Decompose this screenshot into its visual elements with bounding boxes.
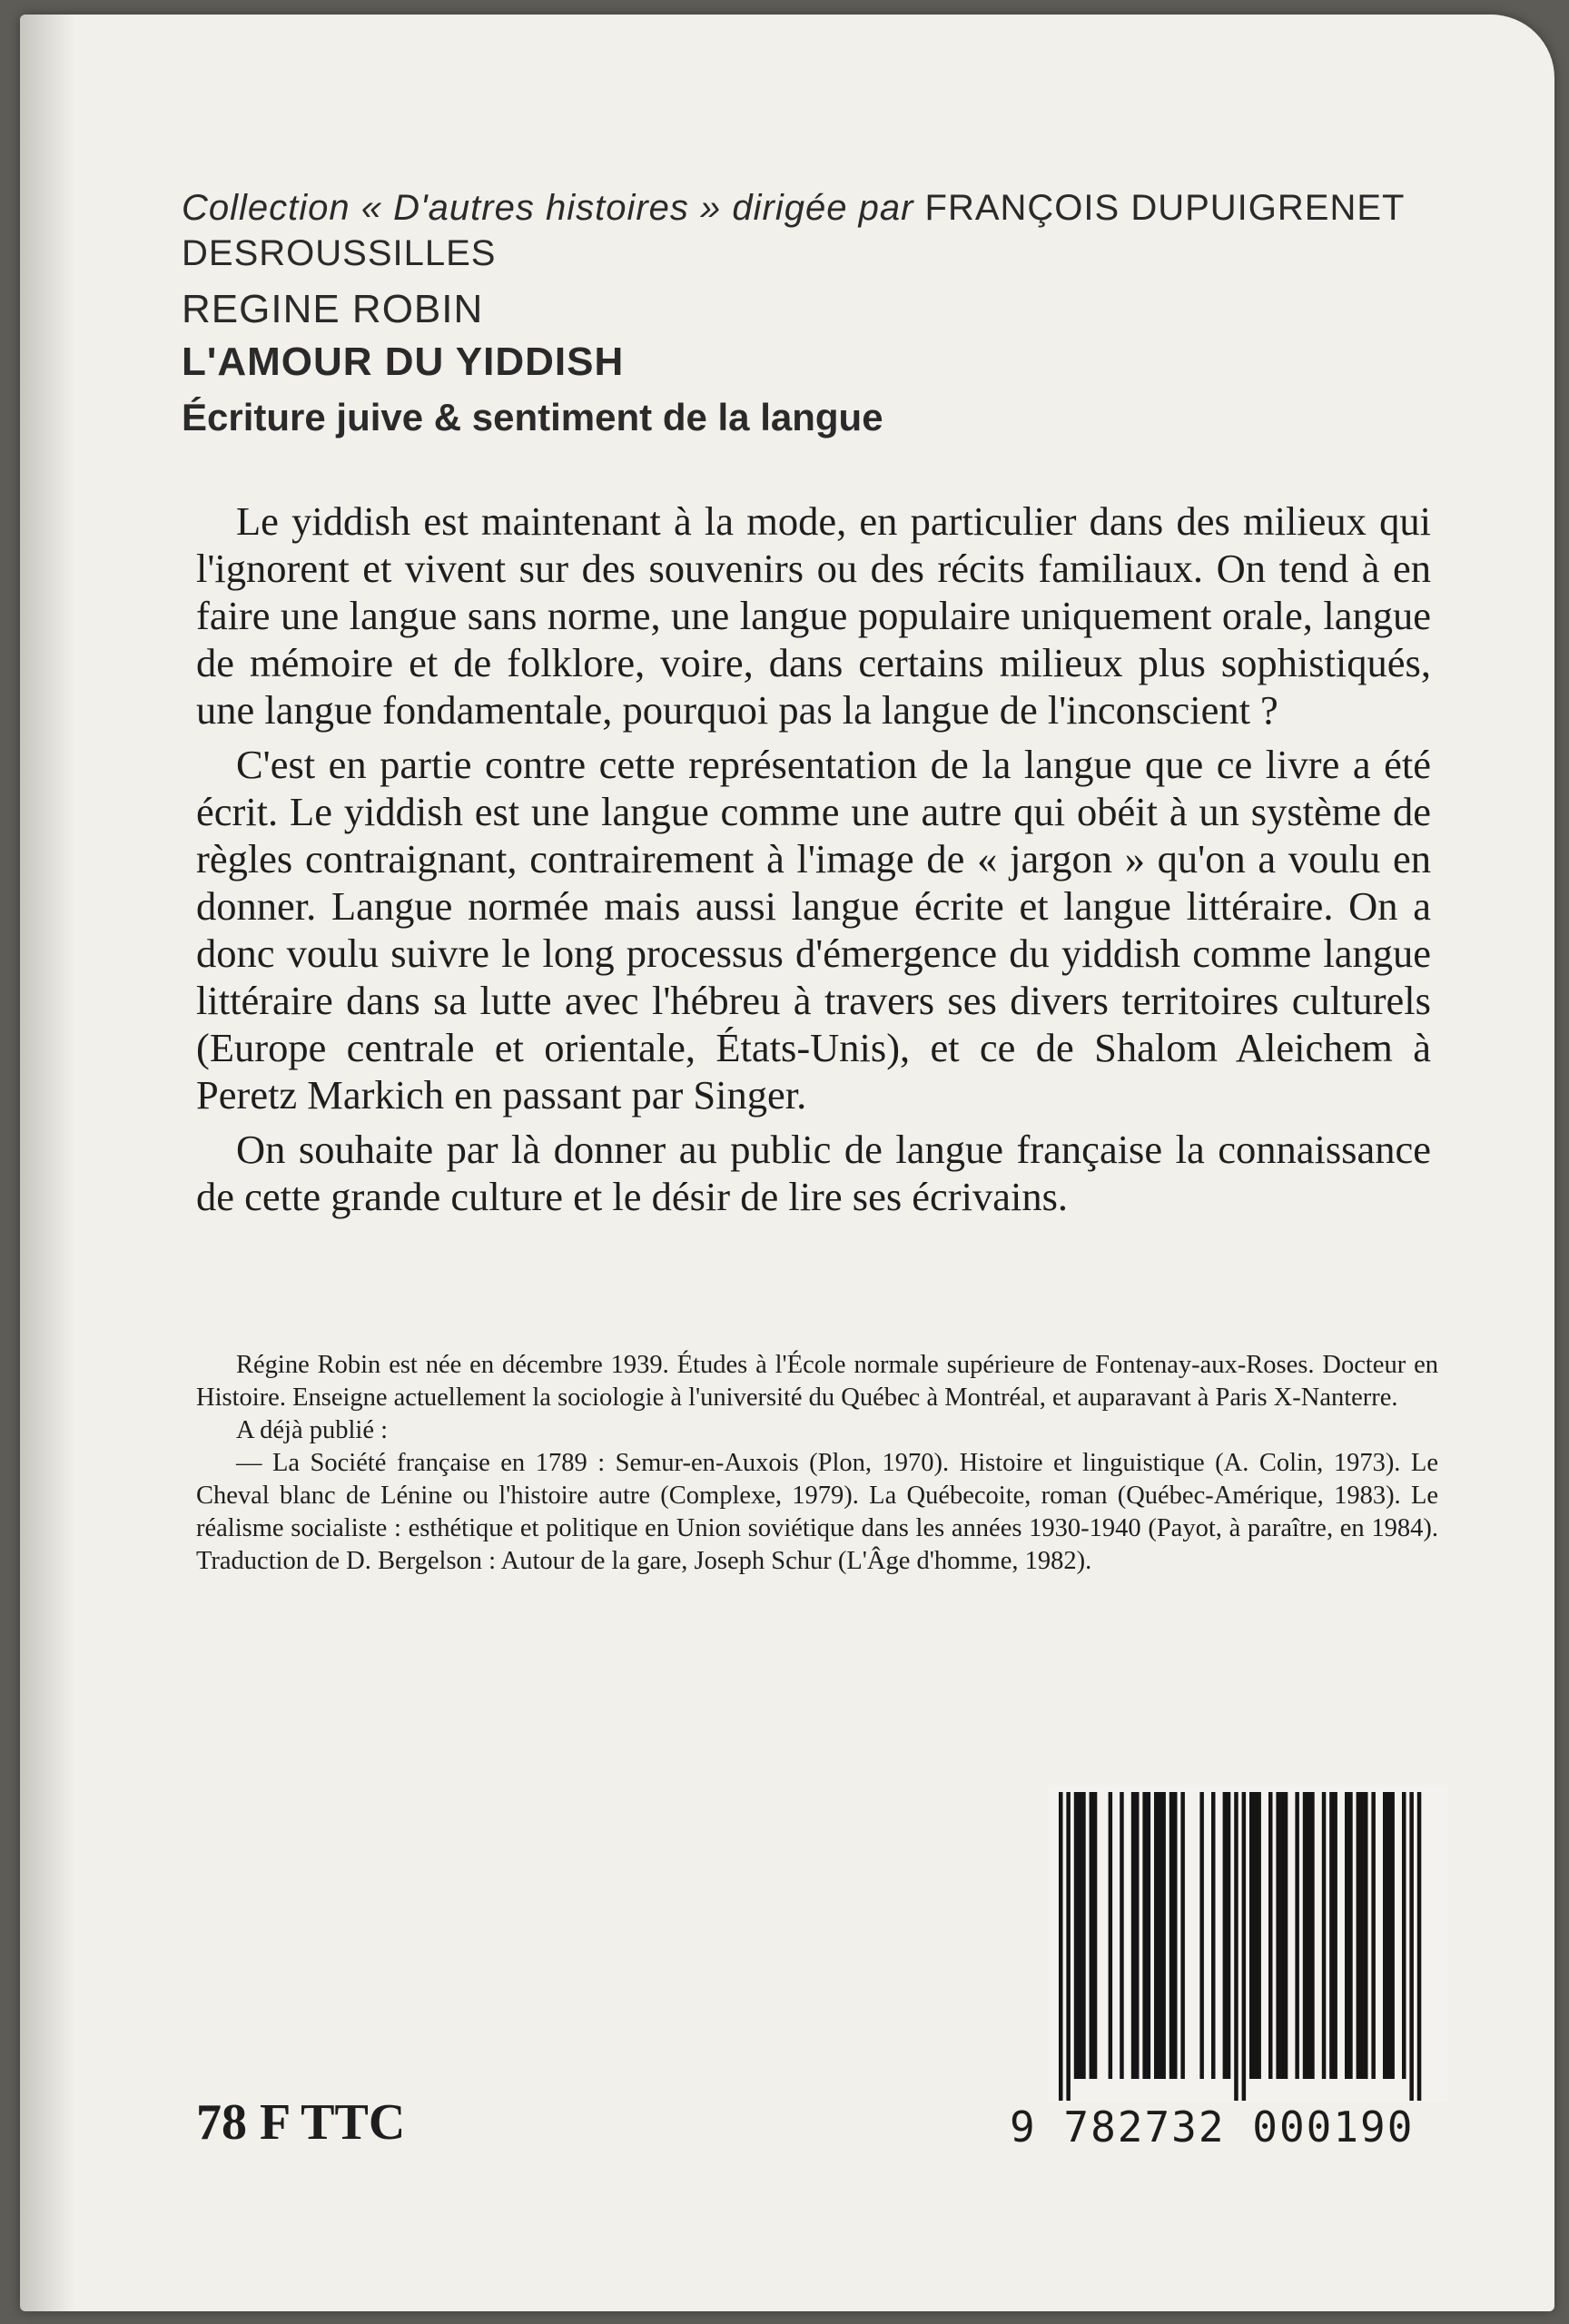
blurb-paragraph: C'est en partie contre cette représentation de la langue que ce livre a été écrit. Le yiddish est une langue comme une autre qui obéit à un système de règles contraignant, contrairement à l'image de « jargon » qu'on a voulu en donner. Langue normée mais aussi langue écrite et langue littéraire. On a donc voulu suivre le long processus d'émergence du yiddish comme langue littéraire dans sa lutte avec l'hébreu à travers ses divers territoires culturels (Europe centrale et orientale, États-Unis), et ce de Shalom Aleichem à Peretz Markich en passant par Singer. (196, 742, 1431, 1118)
barcode-bar (1307, 1792, 1311, 2079)
barcode-bars (1048, 1785, 1447, 2102)
barcode-bar (1249, 1792, 1254, 2079)
barcode-bar (1348, 1792, 1353, 2079)
barcode-bar (1093, 1792, 1098, 2079)
barcode-bar (1284, 1792, 1288, 2079)
barcode-bar (1120, 1792, 1124, 2079)
barcode-bar (1066, 1792, 1071, 2101)
published-list: — La Société française en 1789 : Semur-en-Auxois (Plon, 1970). Histoire et linguistique (A. Colin, 1973). Le Cheval blanc de Lénine ou l'histoire autre (Complexe, 1979). La Québecoite, roman (Québec-Amérique, 1983). Le réalisme socialiste : esthétique et politique en Union soviétique dans les années 1930-1940 (Payot, à paraître, en 1984). Traduction de D. Bergelson : Autour de la gare, Joseph Schur (L'Âge d'homme, 1982). (196, 1449, 1438, 1575)
barcode-bar (1329, 1792, 1334, 2079)
barcode-bar (1303, 1792, 1308, 2079)
barcode-bar (1268, 1792, 1273, 2079)
collection-name: « D'autres histoires » (360, 188, 722, 228)
barcode-bar (1417, 1792, 1422, 2101)
barcode-bar (1109, 1792, 1113, 2079)
barcode-bar (1180, 1792, 1185, 2079)
barcode-bar (1059, 1792, 1063, 2101)
barcode-bar (1386, 1792, 1391, 2079)
barcode-bar (1409, 1792, 1414, 2101)
barcode-bar (1142, 1792, 1147, 2079)
barcode-bar (1280, 1792, 1285, 2079)
barcode-bar (1234, 1792, 1238, 2101)
barcode-bar (1078, 1792, 1082, 2079)
barcode-bar (1322, 1792, 1327, 2079)
barcode-bar (1131, 1792, 1136, 2079)
collection-director: FRANÇOIS DUPUIGRENET DESROUSSILLES (182, 188, 1405, 273)
barcode-bar (1227, 1792, 1231, 2079)
barcode-bar (1135, 1792, 1140, 2079)
barcode-bar (1147, 1792, 1151, 2079)
collection-line (182, 185, 1416, 276)
barcode-bar (1310, 1792, 1315, 2079)
barcode-bar (1090, 1792, 1094, 2079)
bio-text: Régine Robin est née en décembre 1939. Études à l'École normale supérieure de Fontenay-aux-Roses. Docteur en Histoire. Enseigne actuellement la sociologie à l'université du Québec à Montréal, et auparavant à Paris X-Nanterre. (196, 1351, 1438, 1412)
barcode-bar (1345, 1792, 1349, 2079)
barcode-bar (1257, 1792, 1261, 2079)
book-back-cover (20, 15, 1554, 2311)
blurb-text (196, 497, 1431, 1227)
barcode-bar (1295, 1792, 1299, 2079)
published-heading: A déjà publié : (236, 1416, 389, 1444)
barcode-bar (1074, 1792, 1079, 2079)
barcode-bar (1333, 1792, 1337, 2079)
collection-prefix: Collection (182, 188, 350, 228)
barcode-bar (1173, 1792, 1178, 2079)
price-label: 78 F TTC (196, 2094, 406, 2151)
spine-shadow (20, 15, 74, 2311)
barcode-bar (1371, 1792, 1376, 2079)
barcode (1048, 1785, 1447, 2102)
barcode-bar (1390, 1792, 1395, 2079)
barcode-bar (1154, 1792, 1159, 2079)
author-name: REGINE ROBIN (182, 287, 484, 331)
barcode-bar (1161, 1792, 1166, 2079)
barcode-bar (1357, 1792, 1361, 2079)
barcode-number: 9 782732 000190 (1010, 2102, 1415, 2152)
book-subtitle: Écriture juive & sentiment de la langue (182, 396, 883, 438)
barcode-bar (1364, 1792, 1368, 2079)
book-title: L'AMOUR DU YIDDISH (182, 340, 625, 384)
barcode-bar (1223, 1792, 1228, 2079)
blurb-paragraph: Le yiddish est maintenant à la mode, en particulier dans des milieux qui l'ignorent et vivent sur des souvenirs ou des récits familiaux. On tend à en faire une langue sans norme, une langue populaire uniquement orale, langue de mémoire et de folklore, voire, dans certains milieux plus sophistiqués, une langue fondamentale, pourquoi pas la langue de l'inconscient ? (196, 498, 1431, 733)
author-bio (196, 1349, 1438, 1578)
barcode-bar (1199, 1792, 1204, 2079)
barcode-bar (1383, 1792, 1387, 2079)
barcode-bar (1360, 1792, 1365, 2079)
collection-suffix: dirigée par (732, 188, 914, 228)
barcode-bar (1253, 1792, 1258, 2079)
barcode-bar (1169, 1792, 1174, 2079)
barcode-bar (1242, 1792, 1247, 2101)
barcode-bar (1276, 1792, 1280, 2079)
barcode-bar (1211, 1792, 1216, 2079)
barcode-bar (1158, 1792, 1162, 2079)
barcode-bar (1081, 1792, 1086, 2079)
barcode-bar (1402, 1792, 1406, 2079)
blurb-paragraph: On souhaite par là donner au public de langue française la connaissance de cette grande culture et le désir de lire ses écrivains. (196, 1127, 1431, 1219)
